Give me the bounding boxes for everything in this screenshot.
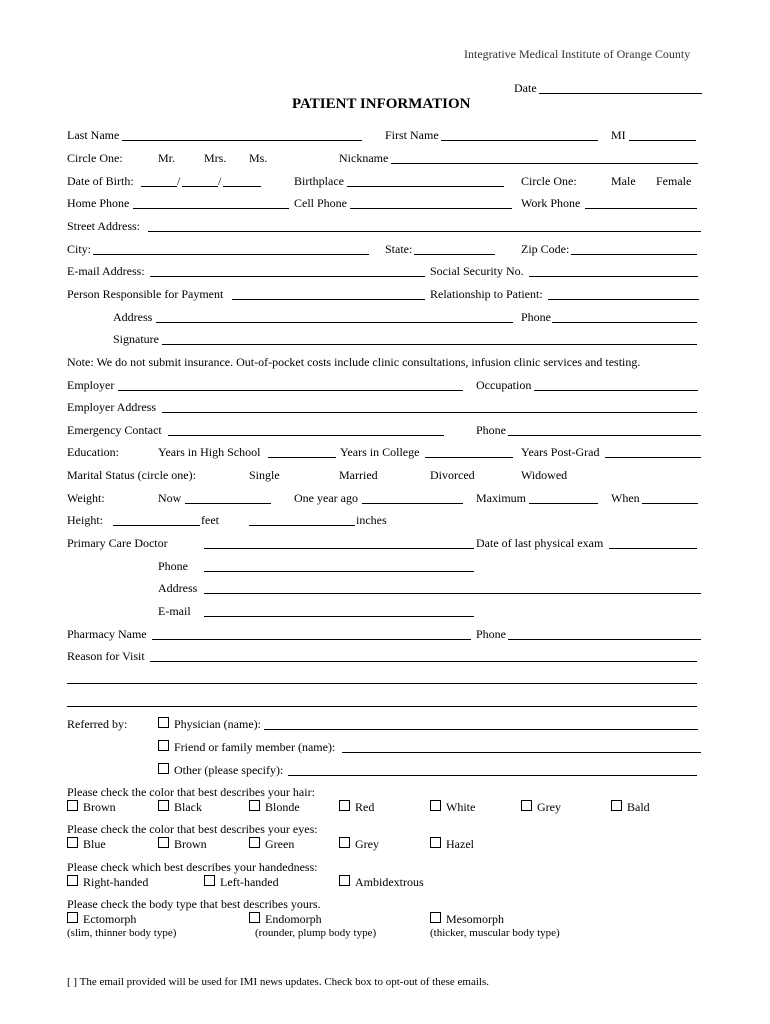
emergency-phone-label: Phone (476, 423, 506, 437)
sex-male[interactable]: Male (611, 174, 636, 188)
education-label: Education: (67, 445, 119, 459)
body-type-prompt: Please check the body type that best describes yours. (67, 897, 321, 911)
hair-grey-label: Grey (537, 800, 561, 814)
body-meso-desc: (thicker, muscular body type) (430, 927, 560, 939)
body-meso-label: Mesomorph (446, 912, 504, 926)
person-responsible-field[interactable] (232, 299, 425, 300)
pcp-phone-label: Phone (158, 559, 188, 573)
eyes-brown-checkbox[interactable] (158, 837, 169, 848)
mi-label: MI (611, 128, 626, 142)
responsible-phone-label: Phone (521, 310, 551, 324)
ref-friend-field[interactable] (342, 752, 701, 753)
weight-now-label: Now (158, 491, 182, 505)
title-ms[interactable]: Ms. (249, 151, 268, 165)
eyes-blue-label: Blue (83, 837, 106, 851)
pcp-phone-field[interactable] (204, 571, 474, 572)
hair-white-label: White (446, 800, 476, 814)
pharmacy-name-field[interactable] (152, 639, 471, 640)
ssn-label: Social Security No. (430, 264, 524, 278)
marital-widowed[interactable]: Widowed (521, 468, 568, 482)
ref-physician-field[interactable] (264, 729, 698, 730)
ref-other-field[interactable] (288, 775, 697, 776)
ref-friend-checkbox[interactable] (158, 740, 169, 751)
signature-label: Signature (113, 332, 159, 346)
nickname-label: Nickname (339, 151, 389, 165)
responsible-address-label: Address (113, 310, 153, 324)
sex-circle-label: Circle One: (521, 174, 577, 188)
weight-now-field[interactable] (185, 503, 271, 504)
hand-ambi-checkbox[interactable] (339, 875, 350, 886)
state-label: State: (385, 242, 413, 256)
cell-phone-field[interactable] (350, 208, 512, 209)
weight-when-field[interactable] (642, 503, 698, 504)
ref-physician-checkbox[interactable] (158, 717, 169, 728)
employer-label: Employer (67, 378, 115, 392)
birthplace-label: Birthplace (294, 174, 344, 188)
hair-brown-label: Brown (83, 800, 116, 814)
state-field[interactable] (414, 254, 495, 255)
hair-brown-checkbox[interactable] (67, 800, 78, 811)
hair-black-label: Black (174, 800, 202, 814)
pharmacy-phone-field[interactable] (508, 639, 701, 640)
weight-year-ago-label: One year ago (294, 491, 358, 505)
hand-left-label: Left-handed (220, 875, 279, 889)
city-label: City: (67, 242, 92, 256)
marital-married[interactable]: Married (339, 468, 378, 482)
mi-field[interactable] (629, 140, 696, 141)
email-field[interactable] (150, 276, 425, 277)
weight-label: Weight: (67, 491, 105, 505)
eyes-blue-checkbox[interactable] (67, 837, 78, 848)
weight-maximum-label: Maximum (476, 491, 526, 505)
street-address-label: Street Address: (67, 219, 140, 233)
hand-right-checkbox[interactable] (67, 875, 78, 886)
years-high-school-field[interactable] (268, 457, 336, 458)
cell-phone-label: Cell Phone (294, 196, 347, 210)
employer-address-field[interactable] (162, 412, 697, 413)
dob-day-field[interactable] (182, 186, 218, 187)
page-title: PATIENT INFORMATION (292, 96, 471, 112)
years-college-label: Years in College (340, 445, 420, 459)
employer-address-label: Employer Address (67, 400, 156, 414)
email-label: E-mail Address: (67, 264, 145, 278)
relationship-label: Relationship to Patient: (430, 287, 543, 301)
hair-prompt: Please check the color that best describes your hair: (67, 785, 315, 799)
eyes-brown-label: Brown (174, 837, 207, 851)
ref-other-label: Other (please specify): (174, 763, 284, 777)
body-endo-label: Endomorph (265, 912, 322, 926)
years-college-field[interactable] (425, 457, 513, 458)
occupation-field[interactable] (534, 390, 698, 391)
dob-slash-2: / (218, 174, 222, 188)
pcp-address-label: Address (158, 581, 198, 595)
occupation-label: Occupation (476, 378, 532, 392)
body-meso-checkbox[interactable] (430, 912, 441, 923)
eyes-grey-checkbox[interactable] (339, 837, 350, 848)
hair-blonde-checkbox[interactable] (249, 800, 260, 811)
dob-year-field[interactable] (223, 186, 261, 187)
dob-month-field[interactable] (141, 186, 177, 187)
title-mrs[interactable]: Mrs. (204, 151, 227, 165)
date-field[interactable] (539, 93, 702, 94)
dob-slash-1: / (177, 174, 181, 188)
home-phone-label: Home Phone (67, 196, 130, 210)
hair-red-checkbox[interactable] (339, 800, 350, 811)
email-optout-note[interactable]: [ ] The email provided will be used for IMI news updates. Check box to opt-out of these emails. (67, 976, 489, 988)
pcp-label: Primary Care Doctor (67, 536, 168, 550)
referred-by-label: Referred by: (67, 717, 128, 731)
hand-right-label: Right-handed (83, 875, 149, 889)
work-phone-label: Work Phone (521, 196, 581, 210)
signature-field[interactable] (162, 344, 697, 345)
pcp-field[interactable] (204, 548, 474, 549)
ref-friend-label: Friend or family member (name): (174, 740, 336, 754)
weight-maximum-field[interactable] (529, 503, 598, 504)
years-post-grad-label: Years Post-Grad (521, 445, 600, 459)
ref-physician-label: Physician (name): (174, 717, 261, 731)
height-inches-label: inches (356, 513, 387, 527)
hair-black-checkbox[interactable] (158, 800, 169, 811)
pharmacy-name-label: Pharmacy Name (67, 627, 147, 641)
eyes-green-checkbox[interactable] (249, 837, 260, 848)
years-post-grad-field[interactable] (605, 457, 701, 458)
reason-field-line-1[interactable] (150, 661, 697, 662)
insurance-note: Note: We do not submit insurance. Out-of-pocket costs include clinic consultations, infusion clinic services and testing. (67, 355, 641, 369)
date-label: Date (514, 81, 537, 95)
eyes-green-label: Green (265, 837, 295, 851)
height-inches-field[interactable] (249, 525, 355, 526)
eyes-hazel-label: Hazel (446, 837, 474, 851)
title-circle-label: Circle One: (67, 151, 123, 165)
pharmacy-phone-label: Phone (476, 627, 506, 641)
marital-single[interactable]: Single (249, 468, 280, 482)
body-ecto-desc: (slim, thinner body type) (67, 927, 177, 939)
pcp-email-label: E-mail (158, 604, 191, 618)
responsible-phone-field[interactable] (552, 322, 697, 323)
title-mr[interactable]: Mr. (158, 151, 176, 165)
institution-name: Integrative Medical Institute of Orange County (464, 47, 691, 61)
hair-bald-checkbox[interactable] (611, 800, 622, 811)
hair-white-checkbox[interactable] (430, 800, 441, 811)
hand-ambi-label: Ambidextrous (355, 875, 424, 889)
hair-red-label: Red (355, 800, 375, 814)
pcp-address-field[interactable] (204, 593, 701, 594)
height-feet-label: feet (201, 513, 219, 527)
eyes-prompt: Please check the color that best describes your eyes: (67, 822, 318, 836)
employer-field[interactable] (118, 390, 463, 391)
eyes-hazel-checkbox[interactable] (430, 837, 441, 848)
reason-field-line-3[interactable] (67, 706, 697, 707)
first-name-field[interactable] (441, 140, 598, 141)
weight-when-label: When (611, 491, 640, 505)
city-field[interactable] (93, 254, 369, 255)
work-phone-field[interactable] (585, 208, 697, 209)
ref-other-checkbox[interactable] (158, 763, 169, 774)
responsible-address-field[interactable] (156, 322, 513, 323)
ssn-field[interactable] (529, 276, 698, 277)
marital-status-label: Marital Status (circle one): (67, 468, 196, 482)
last-physical-field[interactable] (609, 548, 697, 549)
last-name-field[interactable] (122, 140, 362, 141)
eyes-grey-label: Grey (355, 837, 379, 851)
sex-female[interactable]: Female (656, 174, 692, 188)
emergency-contact-field[interactable] (168, 435, 444, 436)
first-name-label: First Name (385, 128, 439, 142)
body-endo-desc: (rounder, plump body type) (255, 927, 377, 939)
last-name-label: Last Name (67, 128, 120, 142)
street-address-field[interactable] (148, 231, 701, 232)
emergency-contact-label: Emergency Contact (67, 423, 162, 437)
zip-label: Zip Code: (521, 242, 570, 256)
height-feet-field[interactable] (113, 525, 200, 526)
marital-divorced[interactable]: Divorced (430, 468, 475, 482)
handedness-prompt: Please check which best describes your handedness: (67, 860, 318, 874)
last-physical-label: Date of last physical exam (476, 536, 604, 550)
reason-label: Reason for Visit (67, 649, 145, 663)
hand-left-checkbox[interactable] (204, 875, 215, 886)
hair-bald-label: Bald (627, 800, 650, 814)
relationship-field[interactable] (548, 299, 699, 300)
body-endo-checkbox[interactable] (249, 912, 260, 923)
dob-label: Date of Birth: (67, 174, 134, 188)
zip-field[interactable] (571, 254, 697, 255)
birthplace-field[interactable] (347, 186, 504, 187)
body-ecto-checkbox[interactable] (67, 912, 78, 923)
reason-field-line-2[interactable] (67, 683, 697, 684)
height-label: Height: (67, 513, 103, 527)
hair-blonde-label: Blonde (265, 800, 300, 814)
emergency-phone-field[interactable] (508, 435, 701, 436)
nickname-field[interactable] (391, 163, 698, 164)
pcp-email-field[interactable] (204, 616, 474, 617)
body-ecto-label: Ectomorph (83, 912, 137, 926)
weight-year-ago-field[interactable] (362, 503, 463, 504)
years-high-school-label: Years in High School (158, 445, 261, 459)
person-responsible-label: Person Responsible for Payment (67, 287, 224, 301)
home-phone-field[interactable] (133, 208, 289, 209)
hair-grey-checkbox[interactable] (521, 800, 532, 811)
